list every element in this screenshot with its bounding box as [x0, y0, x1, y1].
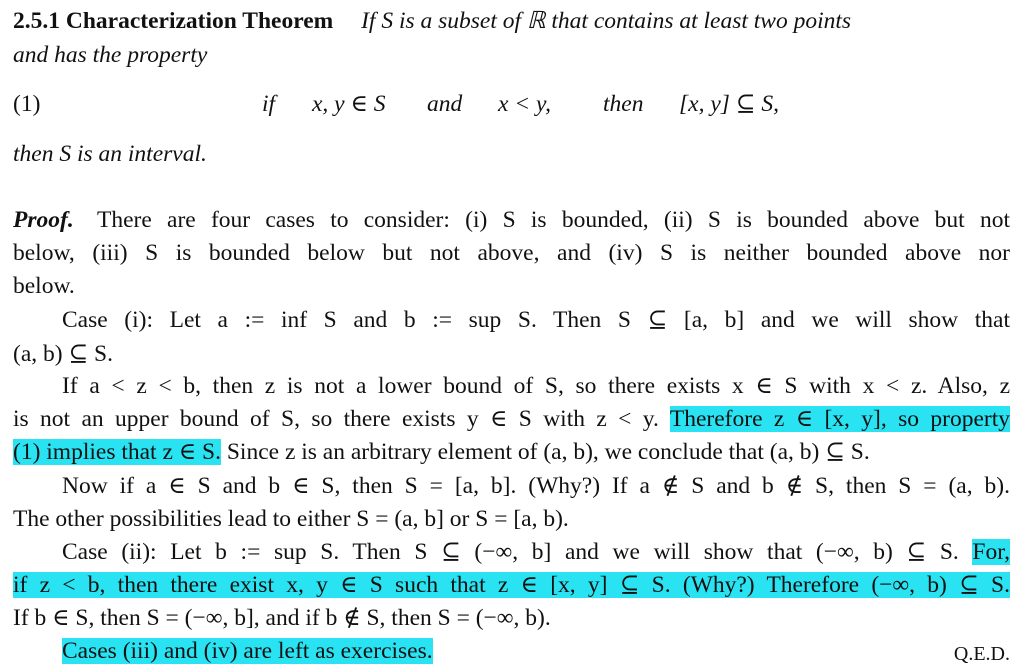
theorem-heading: 2.5.1 Characterization Theorem — [13, 8, 334, 34]
qed-mark: Q.E.D. — [953, 643, 1010, 665]
equation-vars: x, y ∈ S — [312, 91, 386, 117]
proof-text-7a: is not an upper bound of S, so there exists y ∈ S with z < y. — [13, 406, 659, 432]
proof-line-7 — [13, 404, 1010, 434]
proof-line-12 — [13, 570, 1010, 600]
equation-label: (1) — [13, 91, 41, 117]
proof-line-3: below. — [13, 273, 75, 299]
proof-line-13: If b ∈ S, then S = (−∞, b], and if b ∉ S, then S = (−∞, b). — [13, 605, 551, 631]
highlight-exercises: Cases (iii) and (iv) are left as exercises. — [62, 638, 433, 664]
highlight-property-implies: (1) implies that z ∈ S. — [13, 439, 221, 465]
equation-inequality: x < y, — [498, 91, 552, 117]
proof-line-8 — [13, 437, 1010, 467]
theorem-conclusion: then S is an interval. — [13, 141, 207, 167]
proof-text-8b: Since z is an arbitrary element of (a, b), we conclude that (a, b) ⊆ S. — [226, 439, 870, 465]
proof-text-11a: Case (ii): Let b := sup S. Then S ⊆ (−∞, b] and we will show that (−∞, b) ⊆ S. — [62, 539, 959, 565]
proof-line-2: below, (iii) S is bounded below but not above, and (iv) S is neither bounded above nor — [13, 240, 1010, 266]
theorem-statement-1: If S is a subset of ℝ that contains at least two points — [361, 8, 852, 34]
proof-line-9: Now if a ∈ S and b ∈ S, then S = [a, b]. (Why?) If a ∉ S and b ∉ S, then S = (a, b). — [62, 473, 1010, 499]
equation-then: then — [603, 91, 644, 117]
proof-line-5: (a, b) ⊆ S. — [13, 341, 113, 367]
proof-line-4: Case (i): Let a := inf S and b := sup S. Then S ⊆ [a, b] and we will show that — [62, 307, 1010, 333]
equation-if: if — [262, 91, 276, 117]
highlight-therefore: Therefore z ∈ [x, y], so property — [669, 406, 1011, 432]
proof-line-6: If a < z < b, then z is not a lower bound of S, so there exists x ∈ S with x < z. Also, z — [62, 373, 1010, 399]
highlight-case-ii: if z < b, then there exist x, y ∈ S such that z ∈ [x, y] ⊆ S. (Why?) Therefore (−∞, b) ⊆ S. — [13, 572, 1010, 598]
proof-label: Proof. — [13, 207, 74, 233]
proof-text-1: There are four cases to consider: (i) S is bounded, (ii) S is bounded above but not — [96, 207, 1010, 233]
theorem-line-1 — [13, 6, 1010, 36]
proof-line-11 — [62, 537, 1010, 567]
highlight-for: For, — [972, 539, 1011, 565]
proof-line-10: The other possibilities lead to either S = (a, b] or S = [a, b). — [13, 506, 569, 532]
proof-line-14 — [62, 636, 1010, 666]
equation-and: and — [427, 91, 463, 117]
proof-line-1 — [13, 205, 1010, 235]
equation-conclusion: [x, y] ⊆ S, — [679, 91, 779, 117]
theorem-statement-2: and has the property — [13, 42, 208, 68]
